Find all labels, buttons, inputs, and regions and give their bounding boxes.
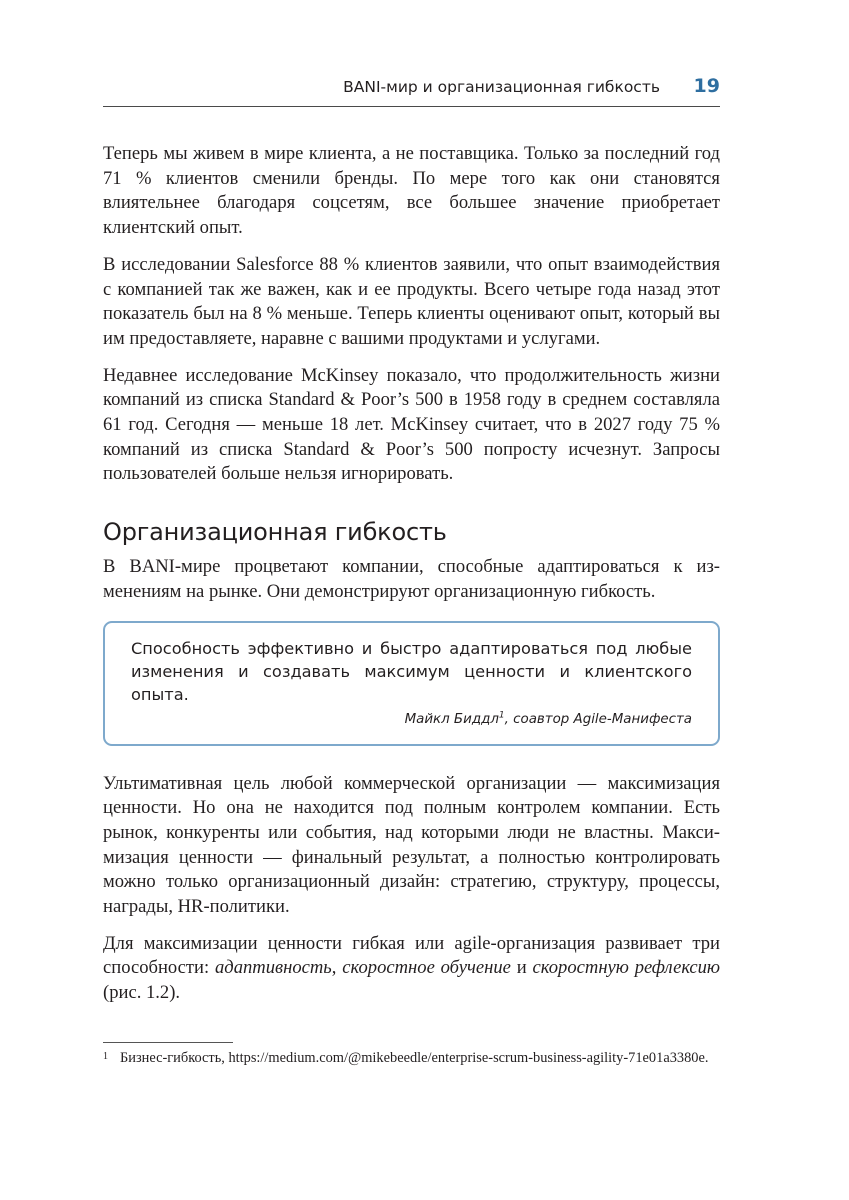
paragraph-clients-world: Теперь мы живем в мире клиента, а не поставщика. Только за последний год 71 % клиентов сменили бренды. По мере того как они становятся влиятельнее благодаря соцсетям, все большее значение приобретает клиентский опыт.	[103, 143, 720, 239]
footnote-text: Бизнес-гибкость, https://medium.com/@mikebeedle/enterprise-scrum-business-agility-71e01a3380e.	[120, 1050, 709, 1066]
separator-text: ,	[331, 957, 343, 979]
callout-author-role: , соавтор Agile-Манифеста	[504, 711, 692, 727]
running-header-title: BANI-мир и организационная гибкость	[343, 78, 660, 96]
callout-attribution	[131, 709, 692, 731]
paragraph-value-maximization: Ультимативная цель любой коммерческой организации — максимизация ценности. Но она не находится под полным контролем компании. Есть рынок, конкуренты или события, над которыми люди не властны. Максимизация ценности — финальный результат, а полностью контролировать можно только организационный дизайн: стратегию, структуру, процессы, награды, HR-политики.	[103, 772, 720, 918]
page-body	[103, 142, 720, 1018]
paragraph-mckinsey-study: Недавнее исследование McKinsey показало, что продолжительность жизни компаний из списка Standard & Poor’s 500 в 1958 году в среднем составляла 61 год. Сегодня — меньше 18 лет. McKinsey считает, что в 2027 году 75 % компаний из списка Standard & Poor’s 500 попросту исчезнут. Запросы пользователей больше нельзя игнорировать.	[103, 364, 720, 485]
callout-quote: Способность эффективно и быстро адаптироваться под любые изменения и создавать максимум ценности и клиентского опыта.	[131, 638, 692, 704]
callout-author: Майкл Биддл	[404, 711, 499, 727]
separator-text: и	[510, 957, 533, 979]
page-number: 19	[693, 75, 720, 97]
footnote-number: 1	[103, 1051, 108, 1062]
paragraph-three-capabilities	[103, 932, 720, 1006]
paragraph-salesforce-study: В исследовании Salesforce 88 % клиентов заявили, что опыт взаимодействия с компанией так же важен, как и ее продукты. Всего четыре года назад этот показатель был на 8 % меньше. Теперь клиенты оценивают опыт, который вы им предоставляете, наравне с вашими продуктами и услугами.	[103, 253, 720, 349]
capability-fast-reflection: скоростную рефлексию	[532, 957, 721, 979]
section-intro: В BANI-мире процветают компании, способные адаптироваться к изменениям на рынке. Они демонстрируют организационную гибкость.	[103, 556, 720, 602]
definition-callout	[103, 621, 720, 746]
capabilities-text-end: (рис. 1.2).	[103, 982, 181, 1004]
section-heading: Организационная гибкость	[103, 518, 447, 547]
footnote	[103, 1048, 720, 1069]
capability-adaptivity: адаптивность	[215, 957, 332, 979]
footnote-reference: 1	[498, 710, 505, 721]
capability-fast-learning: скоростное обучение	[342, 957, 511, 979]
footnote-divider	[103, 1042, 233, 1043]
capabilities-text-start: Для максимизации ценности гибкая или agile-организация развивает три способности:	[103, 932, 720, 979]
running-header	[103, 70, 720, 107]
